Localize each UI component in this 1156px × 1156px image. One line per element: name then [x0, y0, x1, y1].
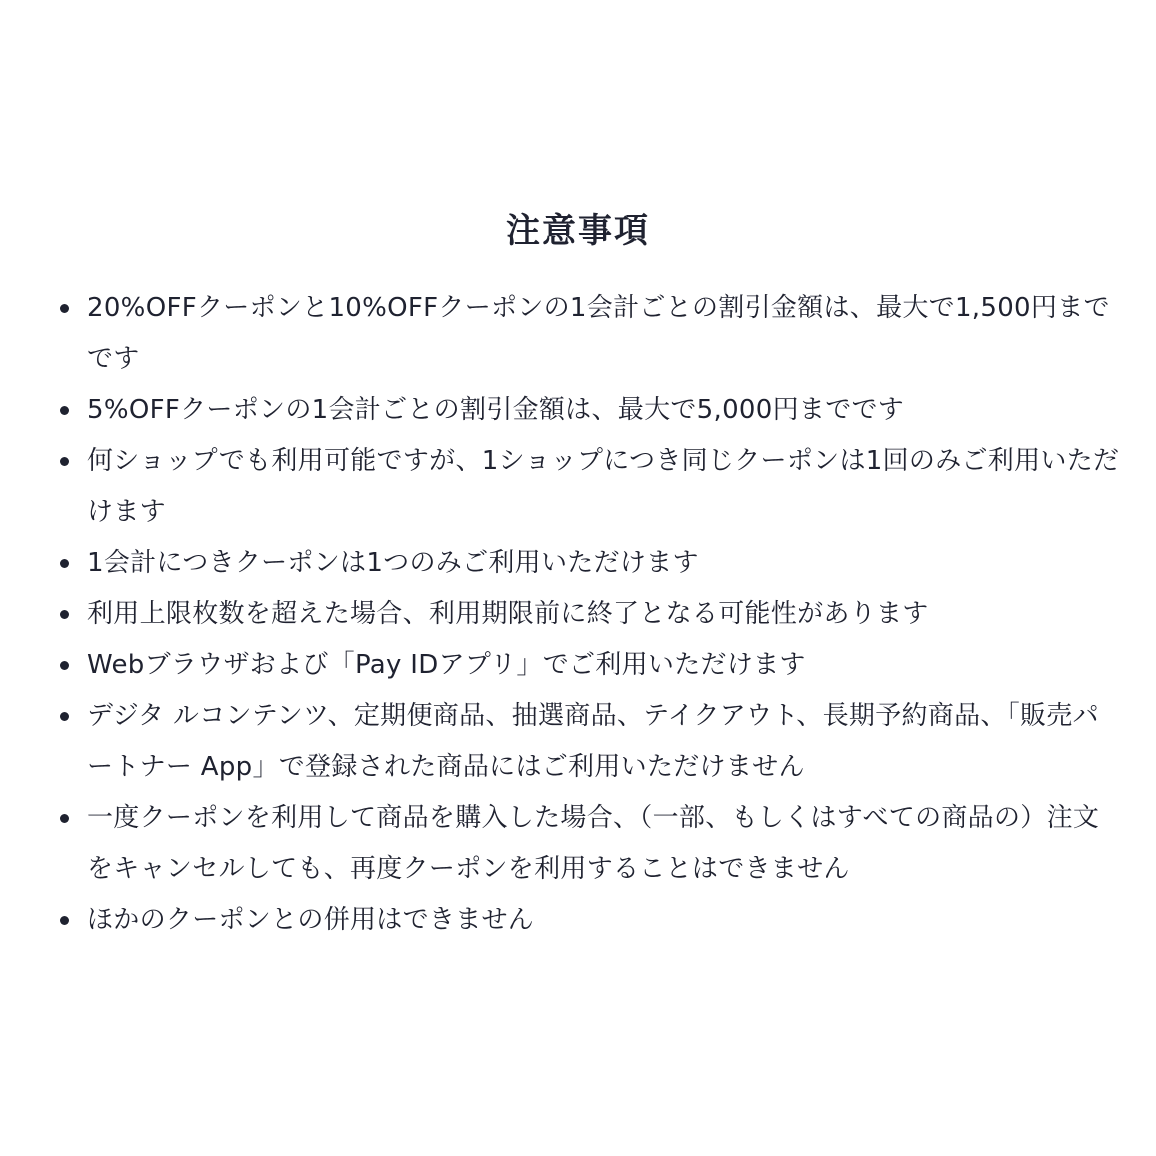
list-item	[56, 283, 1120, 385]
list-item	[56, 385, 1120, 436]
bullet-icon	[60, 712, 69, 721]
notice-title: 注意事項	[506, 211, 650, 251]
notice-list	[56, 283, 1120, 946]
list-item	[56, 436, 1120, 538]
list-item-text: 何ショップでも利用可能ですが、1ショップにつき同じクーポンは1回のみご利用いただけます	[87, 446, 1120, 527]
bullet-icon	[60, 916, 69, 925]
bullet-icon	[60, 304, 69, 313]
list-item-text: デジタ ルコンテンツ、定期便商品、抽選商品、テイクアウト、長期予約商品、「販売パートナー App」で登録された商品にはご利用いただけません	[87, 701, 1099, 782]
list-item	[56, 793, 1120, 895]
list-item	[56, 589, 1120, 640]
list-item-text: 一度クーポンを利用して商品を購入した場合、（一部、もしくはすべての商品の）注文をキャンセルしても、再度クーポンを利用することはできません	[87, 803, 1100, 884]
bullet-icon	[60, 406, 69, 415]
bullet-icon	[60, 457, 69, 466]
list-item	[56, 640, 1120, 691]
bullet-icon	[60, 814, 69, 823]
bullet-icon	[60, 661, 69, 670]
list-item-text: 20%OFFクーポンと10%OFFクーポンの1会計ごとの割引金額は、最大で1,500円までです	[87, 293, 1110, 374]
list-item-text: 利用上限枚数を超えた場合、利用期限前に終了となる可能性があります	[87, 599, 929, 629]
bullet-icon	[60, 559, 69, 568]
list-item-text: Webブラウザおよび「Pay IDアプリ」でご利用いただけます	[87, 650, 806, 680]
list-item-text: 5%OFFクーポンの1会計ごとの割引金額は、最大で5,000円までです	[87, 395, 905, 425]
list-item	[56, 691, 1120, 793]
list-item	[56, 895, 1120, 946]
list-item	[56, 538, 1120, 589]
list-item-text: ほかのクーポンとの併用はできません	[87, 905, 535, 935]
list-item-text: 1会計につきクーポンは1つのみご利用いただけます	[87, 548, 699, 578]
bullet-icon	[60, 610, 69, 619]
